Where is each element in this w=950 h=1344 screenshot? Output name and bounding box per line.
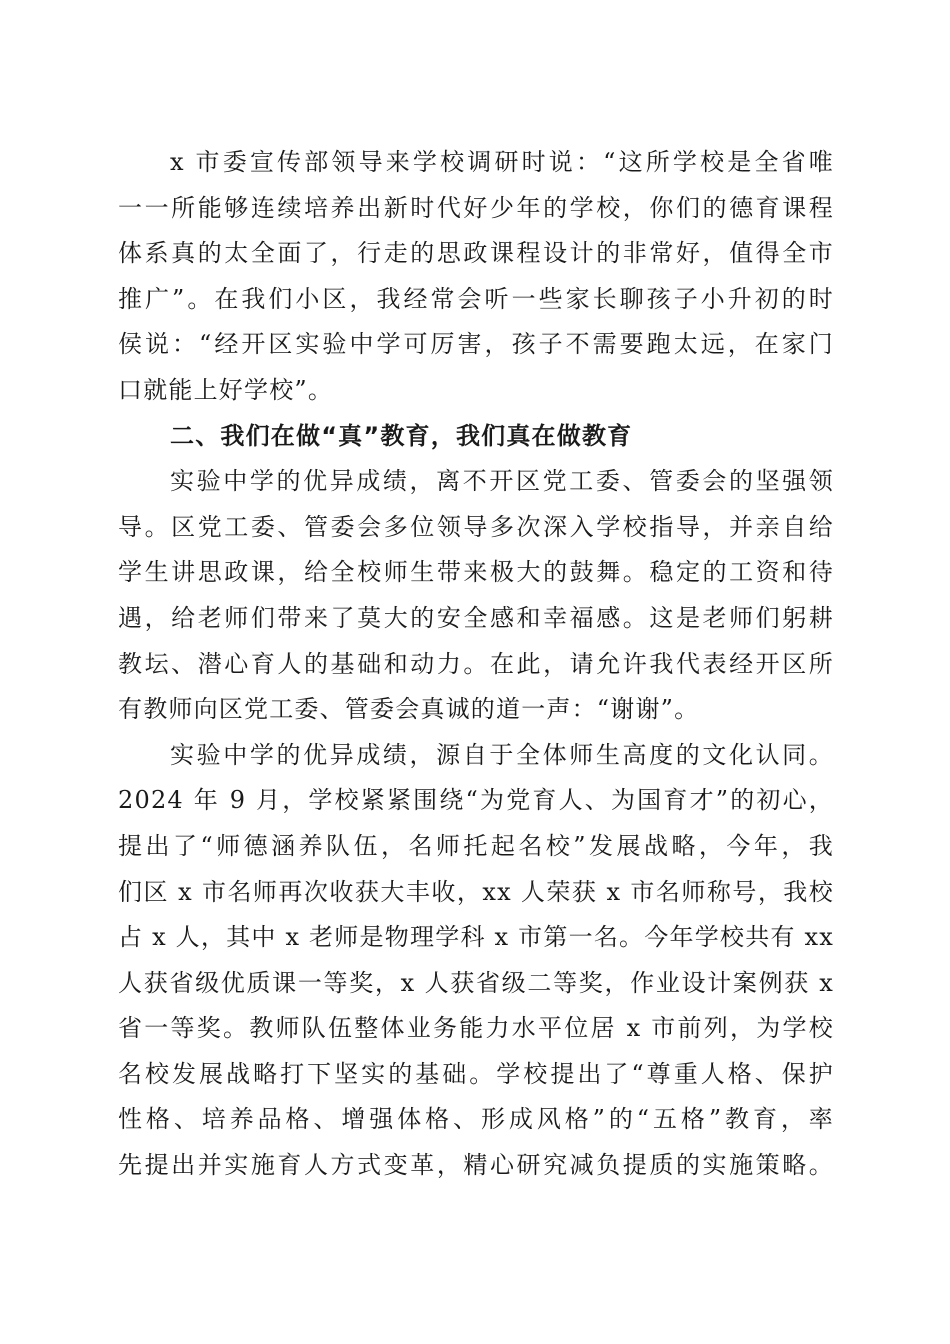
paragraph-2: [118, 459, 834, 733]
text-line: 性格、培养品格、增强体格、形成风格”的“五格”教育，率: [118, 1105, 834, 1134]
text-line: 实验中学的优异成绩，源自于全体师生高度的文化认同。: [170, 740, 834, 769]
paragraph-3: [118, 733, 834, 1189]
text-line: 遇，给老师们带来了莫大的安全感和幸福感。这是老师们躬耕: [118, 603, 834, 632]
text-line: 先提出并实施育人方式变革，精心研究减负提质的实施策略。: [118, 1151, 834, 1180]
text-line: 占 x 人，其中 x 老师是物理学科 x 市第一名。今年学校共有 xx: [118, 923, 834, 952]
text-line: 实验中学的优异成绩，离不开区党工委、管委会的坚强领: [170, 467, 834, 496]
text-line: 省一等奖。教师队伍整体业务能力水平位居 x 市前列，为学校: [118, 1014, 834, 1043]
text-line: 导。区党工委、管委会多位领导多次深入学校指导，并亲自给: [118, 512, 834, 541]
text-line: 人获省级优质课一等奖，x 人获省级二等奖，作业设计案例获 x: [118, 968, 834, 997]
text-line: 有教师向区党工委、管委会真诚的道一声：“谢谢”。: [118, 695, 700, 724]
text-line: 口就能上好学校”。: [118, 375, 334, 404]
text-line: 体系真的太全面了，行走的思政课程设计的非常好，值得全市: [118, 239, 834, 268]
text-line: 教坛、潜心育人的基础和动力。在此，请允许我代表经开区所: [118, 649, 834, 678]
text-line: 一一所能够连续培养出新时代好少年的学校，你们的德育课程: [118, 193, 834, 222]
text-line: 提出了“师德涵养队伍，名师托起名校”发展战略，今年，我: [118, 831, 834, 860]
paragraph-1: [118, 140, 834, 414]
text-line: 2024 年 9 月，学校紧紧围绕“为党育人、为国育才”的初心，: [118, 786, 834, 815]
text-line: 名校发展战略打下坚实的基础。学校提出了“尊重人格、保护: [118, 1059, 834, 1088]
text-line: x 市委宣传部领导来学校调研时说：“这所学校是全省唯: [170, 148, 834, 176]
text-line: 推广”。在我们小区，我经常会听一些家长聊孩子小升初的时: [118, 284, 834, 313]
section-heading: 二、我们在做“真”教育，我们真在做教育: [170, 421, 633, 450]
document-page: [118, 140, 834, 1189]
text-line: 侯说：“经开区实验中学可厉害，孩子不需要跑太远，在家门: [118, 330, 834, 359]
text-line: 们区 x 市名师再次收获大丰收，xx 人荣获 x 市名师称号，我校: [118, 877, 834, 906]
text-line: 学生讲思政课，给全校师生带来极大的鼓舞。稳定的工资和待: [118, 558, 834, 587]
